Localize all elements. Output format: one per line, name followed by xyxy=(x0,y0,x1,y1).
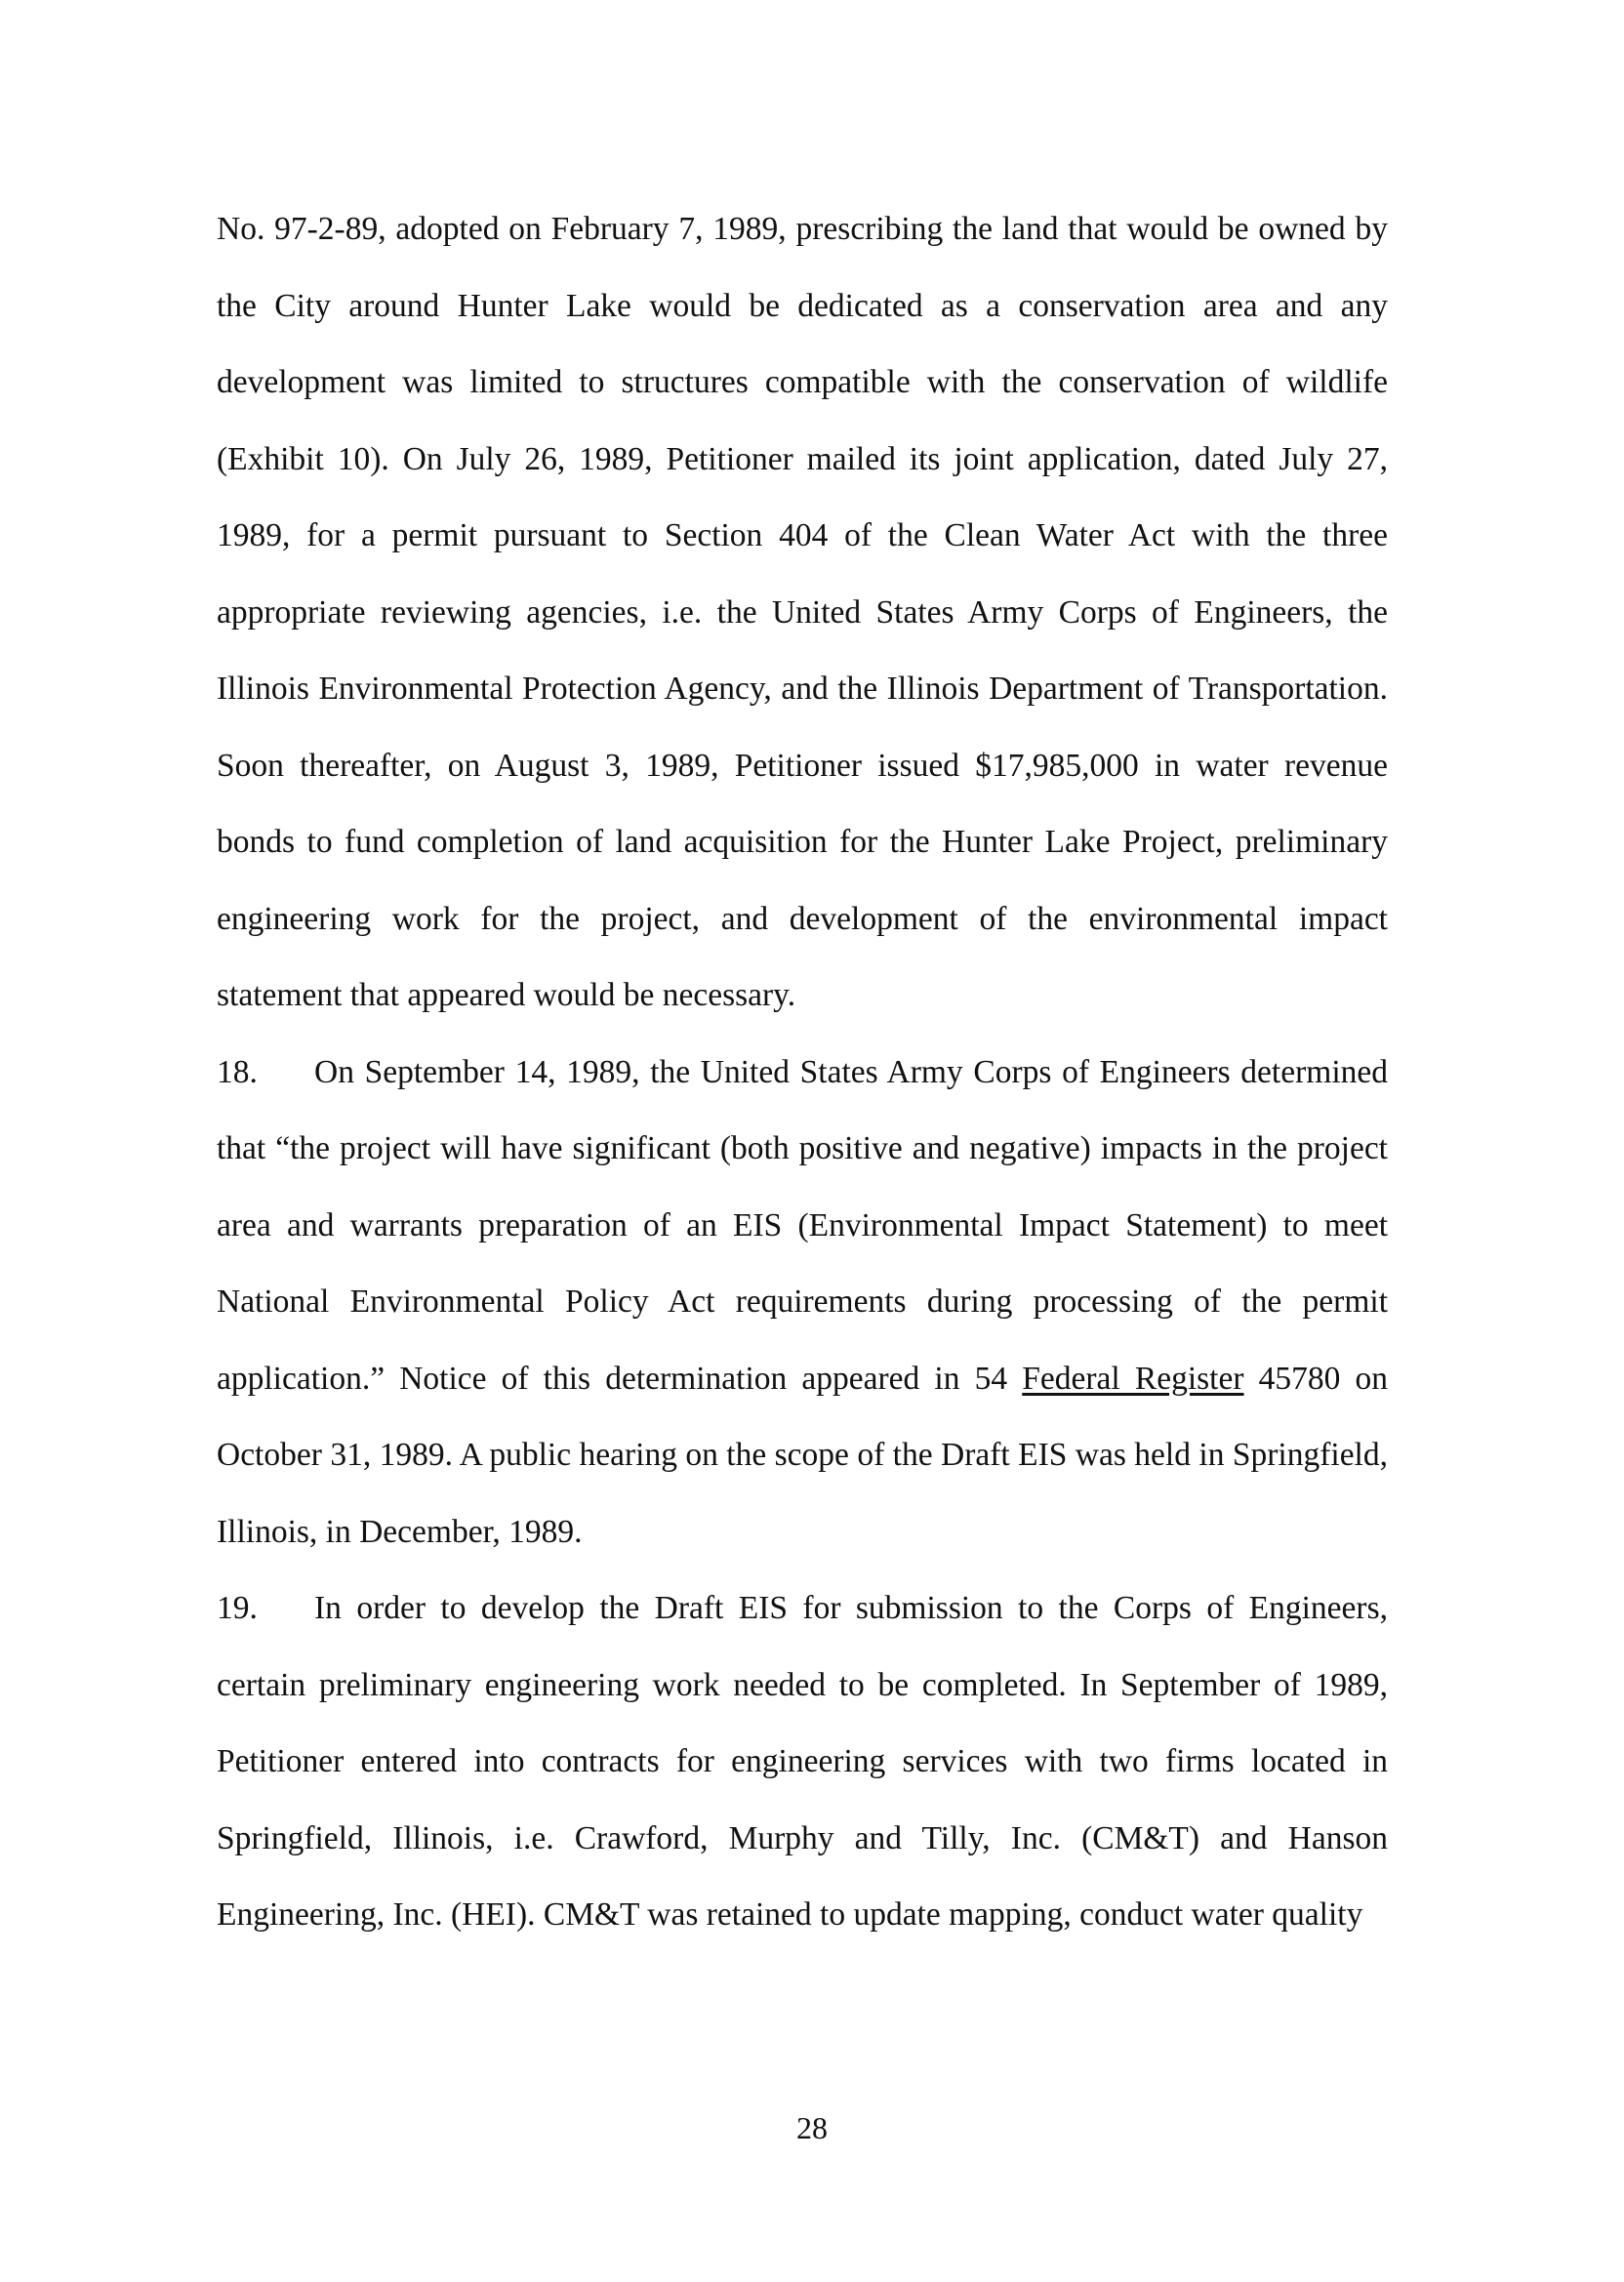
paragraph-number: 19. xyxy=(217,1590,258,1626)
document-body xyxy=(217,191,1388,1954)
paragraph-number: 18. xyxy=(217,1053,258,1090)
paragraph-text-continued: 45780 on October 31, 1989. A public hearing on the scope of the Draft EIS was held in Springfield, Illinois, in December, 1989. xyxy=(217,1360,1389,1550)
paragraph-18 xyxy=(217,1035,1388,1571)
paragraph-19 xyxy=(217,1570,1388,1954)
page-number: 28 xyxy=(796,2110,828,2145)
federal-register-citation: Federal Register xyxy=(1022,1360,1244,1397)
paragraph-continued xyxy=(217,191,1388,1035)
paragraph-text: In order to develop the Draft EIS for submission to the Corps of Engineers, certain preliminary engineering work needed to be completed. In September of 1989, Petitioner entered into contracts for engineering services with two firms located in Springfield, Illinois, i.e. Crawford, Murphy and Tilly, Inc. (CM&T) and Hanson Engineering, Inc. (HEI). CM&T was retained to update mapping, conduct water quality xyxy=(217,1590,1388,1933)
paragraph-text: No. 97-2-89, adopted on February 7, 1989, prescribing the land that would be owned by the City around Hunter Lake would be dedicated as a conservation area and any development was limited to structures compatible with the conservation of wildlife (Exhibit 10). On July 26, 1989, Petitioner mailed its joint application, dated July 27, 1989, for a permit pursuant to Section 404 of the Clean Water Act with the three appropriate reviewing agencies, i.e. the United States Army Corps of Engineers, the Illinois Environmental Protection Agency, and the Illinois Department of Transportation. Soon thereafter, on August 3, 1989, Petitioner issued $17,985,000 in water revenue bonds to fund completion of land acquisition for the Hunter Lake Project, preliminary engineering work for the project, and development of the environmental impact statement that appeared would be necessary. xyxy=(217,211,1388,1013)
paragraph-text: On September 14, 1989, the United States Army Corps of Engineers determined that “the project will have significant (both positive and negative) impacts in the project area and warrants preparation of an EIS (Environmental Impact Statement) to meet National Environmental Policy Act requirements during processing of the permit application.” Notice of this determination appeared in 54 xyxy=(217,1053,1388,1397)
